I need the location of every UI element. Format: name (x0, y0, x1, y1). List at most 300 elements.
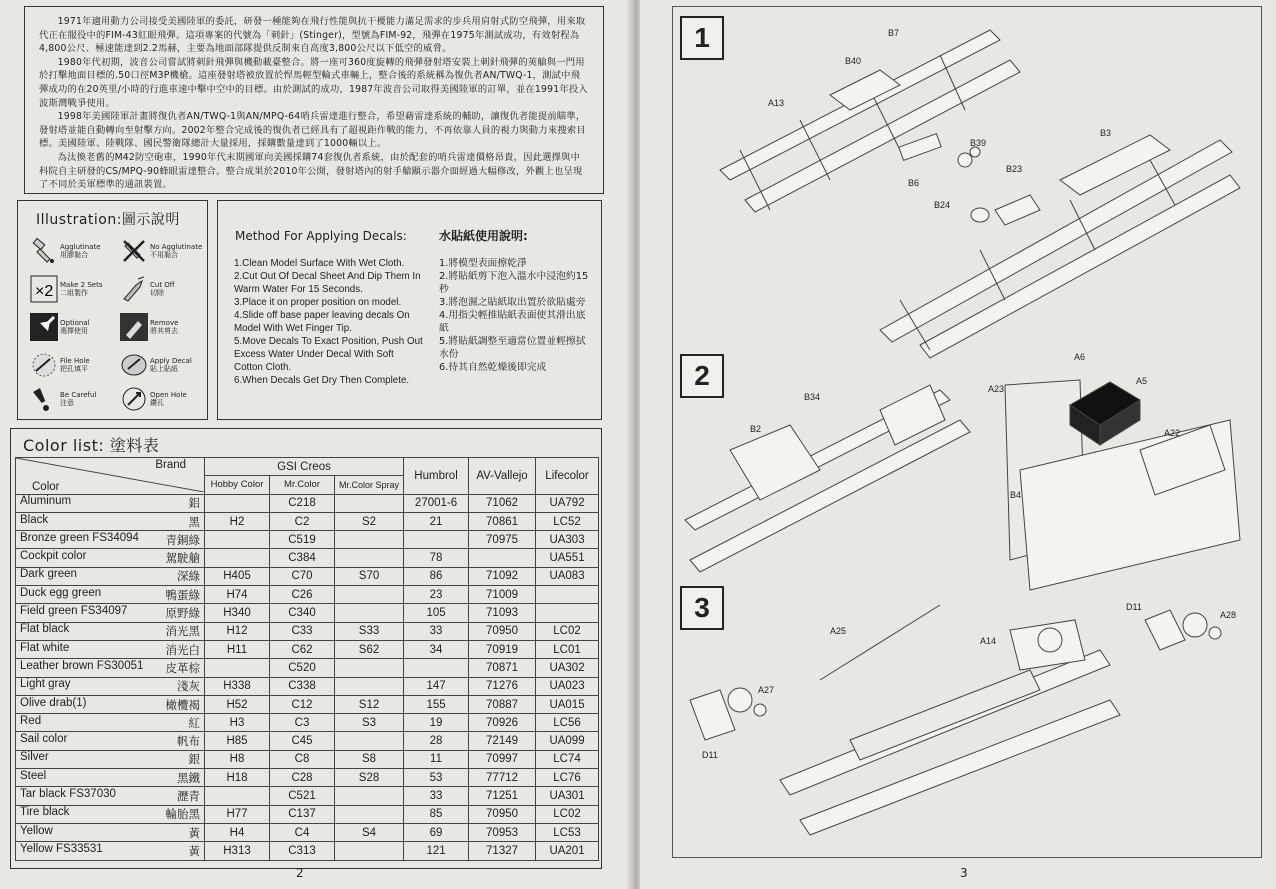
color-name-zh: 消光白 (165, 644, 200, 657)
color-code-spray: S62 (335, 640, 404, 658)
color-name-en: Flat black (20, 623, 70, 636)
color-code-spray: S4 (335, 823, 404, 841)
color-code-vallejo: 77712 (469, 769, 536, 787)
legend-label-zh: 注意 (60, 399, 74, 407)
color-name-cell (16, 677, 205, 695)
color-code-hobby: H85 (205, 732, 270, 750)
illustration-legend (17, 200, 208, 420)
color-code-lifecolor (536, 586, 599, 604)
part-label: A22 (1164, 428, 1181, 438)
color-row (16, 714, 599, 732)
color-code-spray (335, 586, 404, 604)
color-code-hobby: H2 (205, 512, 270, 530)
history-paragraph-2: 1980年代初期，波音公司嘗試將刺針飛彈與機動載臺整合。將一座可360度旋轉的飛彈發射塔安裝上刺針飛彈的莢艙與一門用於打擊地面目標的.50口徑M3P機槍。這座發射塔被放置於悍馬輕型輪式車輛上，整合後的系統稱為復仇者AN/TWQ-1，測試中飛彈成功的在20英里/小時的行進車速中擊中空中的目標。由於測試的成功，1987年波音公司取得美國陸軍的訂單，並在1991年投入波斯灣戰爭使用。 (39, 56, 588, 109)
color-code-mrcolor: C340 (270, 604, 335, 622)
color-code-hobby (205, 549, 270, 567)
color-list-title: Color list: 塗料表 (23, 436, 160, 455)
color-code-mrcolor: C28 (270, 769, 335, 787)
history-paragraph-4: 為汰換老舊的M42防空砲車，1990年代末期國軍向美國採購74套復仇者系統，由於配套的哨兵雷達價格昂貴，因此選擇與中科院自主研發的CS/MPQ-90蜂眼雷達整合。整合成果於2010年公開，發射塔內的射手艙顯示器介面經過大幅修改，外觀上也呈現了不同於美軍標準的通訊裝置。 (39, 151, 583, 191)
hobby-header: Hobby Color (205, 476, 270, 494)
color-code-humbrol: 86 (404, 567, 469, 585)
color-name-zh: 皮革棕 (165, 662, 200, 675)
color-code-humbrol: 85 (404, 805, 469, 823)
color-name-en: Yellow FS33531 (20, 842, 103, 855)
color-code-lifecolor: UA551 (536, 549, 599, 567)
color-row (16, 586, 599, 604)
decal-icon (120, 351, 148, 379)
color-name-zh: 青銅綠 (165, 534, 200, 547)
color-table (15, 457, 599, 861)
left-page (0, 0, 632, 889)
step-number-3: 3 (680, 586, 724, 630)
color-code-hobby: H340 (205, 604, 270, 622)
part-label: B7 (888, 28, 900, 38)
legend-label-en: Make 2 Sets (60, 281, 103, 289)
color-name-cell (16, 494, 205, 512)
brand-color-header (16, 458, 205, 495)
legend-label-en: Cut Off (150, 281, 175, 289)
color-row (16, 769, 599, 787)
part-label: B34 (804, 392, 821, 402)
decal-step-en: 2.Cut Out Of Decal Sheet And Dip Them In Warm Water For 15 Seconds. (234, 271, 421, 295)
decal-step-en: 3.Place it on proper position on model. (234, 297, 402, 308)
remove-icon (120, 313, 148, 341)
decal-title-zh: 水貼紙使用說明: (439, 229, 528, 243)
part-label: A5 (1136, 376, 1148, 386)
color-code-spray (335, 787, 404, 805)
history-text-box (24, 6, 604, 194)
color-name-cell (16, 732, 205, 750)
color-row (16, 677, 599, 695)
color-name-cell (16, 695, 205, 713)
color-code-spray: S3 (335, 714, 404, 732)
right-page-frame (672, 6, 1262, 858)
page-number-left: 2 (296, 866, 304, 880)
color-name-zh: 鋁 (188, 498, 200, 511)
color-code-vallejo: 72149 (469, 732, 536, 750)
legend-label-en: Agglutinate (60, 243, 101, 251)
color-code-lifecolor: UA302 (536, 659, 599, 677)
legend-no-agglutinate (116, 233, 206, 269)
color-name-en: Dark green (20, 568, 77, 581)
decal-step-zh: 1.將模型表面擦乾淨 (439, 258, 527, 269)
part-label: B39 (970, 138, 987, 148)
color-code-vallejo: 70887 (469, 695, 536, 713)
color-code-humbrol: 155 (404, 695, 469, 713)
color-name-en: Flat white (20, 641, 70, 654)
cutter-icon (120, 275, 148, 303)
color-name-cell (16, 567, 205, 585)
color-row (16, 567, 599, 585)
color-code-hobby: H3 (205, 714, 270, 732)
color-code-mrcolor: C8 (270, 750, 335, 768)
part-label: B2 (750, 424, 762, 434)
color-name-zh: 銀 (188, 754, 200, 767)
color-code-hobby: H405 (205, 567, 270, 585)
legend-label-zh: 切除 (150, 289, 164, 297)
color-name-zh: 黑 (188, 516, 200, 529)
color-name-cell (16, 769, 205, 787)
vallejo-header: AV-Vallejo (469, 458, 536, 495)
legend-cut-off (116, 271, 206, 307)
color-name-zh: 鴨蛋綠 (165, 589, 200, 602)
color-code-lifecolor: UA015 (536, 695, 599, 713)
color-code-hobby: H18 (205, 769, 270, 787)
decal-steps-zh (439, 257, 589, 374)
color-code-spray (335, 604, 404, 622)
color-name-zh: 黑鐵 (177, 772, 200, 785)
color-code-lifecolor: LC02 (536, 622, 599, 640)
legend-open-hole (116, 381, 206, 417)
color-row (16, 622, 599, 640)
color-name-en: Red (20, 714, 42, 727)
step-number-2: 2 (680, 354, 724, 398)
color-row (16, 659, 599, 677)
color-code-hobby: H74 (205, 586, 270, 604)
color-code-vallejo (469, 549, 536, 567)
color-code-hobby: H4 (205, 823, 270, 841)
decal-title-en: Method For Applying Decals: (235, 229, 407, 243)
color-code-mrcolor: C137 (270, 805, 335, 823)
color-name-en: Yellow (20, 824, 53, 837)
color-name-zh: 瀝青 (177, 790, 200, 803)
color-code-spray: S2 (335, 512, 404, 530)
color-name-en: Light gray (20, 678, 71, 691)
part-label: A28 (1220, 610, 1237, 620)
history-paragraph-1: 1971年適用動力公司接受美國陸軍的委託，研發一種能夠在飛行性能與抗干擾能力滿足需求的步兵用肩射式防空飛彈，用來取代正在服役中的FIM-43紅眼飛彈。這項專案的代號為「刺針」(Stinger)，型號為FIM-92，飛彈在1975年測試成功，有效射程為4,800公尺、極速能達到2.2馬赫，主要為地面部隊提供反制來自高度3,800公尺以下低空的威脅。 (39, 16, 586, 55)
color-code-vallejo: 71009 (469, 586, 536, 604)
color-name-en: Black (20, 513, 49, 526)
color-code-mrcolor: C338 (270, 677, 335, 695)
humbrol-header: Humbrol (404, 458, 469, 495)
color-name-en: Sail color (20, 733, 68, 746)
color-row (16, 549, 599, 567)
color-name-zh: 帆布 (177, 736, 200, 749)
color-name-cell (16, 586, 205, 604)
color-code-hobby: H52 (205, 695, 270, 713)
color-name-cell (16, 659, 205, 677)
color-name-en: Silver (20, 751, 49, 764)
legend-label-zh: 二組製作 (60, 289, 88, 297)
legend-label-en: Be Careful (60, 391, 97, 399)
legend-label-zh: 將其剪去 (150, 327, 178, 335)
decal-step-en: 4.Slide off base paper leaving decals On Model With Wet Finger Tip. (234, 310, 410, 334)
color-row (16, 531, 599, 549)
glue-tube-icon (30, 237, 58, 265)
color-code-mrcolor: C313 (270, 842, 335, 860)
color-code-vallejo: 70997 (469, 750, 536, 768)
make-two-icon (30, 275, 58, 303)
page-number-right: 3 (960, 866, 968, 880)
no-glue-icon (120, 237, 148, 265)
part-label: D11 (702, 750, 718, 760)
color-code-vallejo: 71062 (469, 494, 536, 512)
color-row (16, 494, 599, 512)
color-code-lifecolor: UA792 (536, 494, 599, 512)
svg-text:×2: ×2 (35, 283, 54, 300)
color-list-box (10, 428, 602, 869)
color-code-spray (335, 732, 404, 750)
color-code-spray: S8 (335, 750, 404, 768)
decal-step-zh: 5.將貼紙調整至適當位置並輕擦拭水份 (439, 336, 586, 360)
decal-steps-en (234, 257, 424, 387)
color-name-zh: 黃 (188, 845, 200, 858)
legend-remove (116, 309, 206, 345)
color-code-lifecolor (536, 604, 599, 622)
color-code-vallejo: 70950 (469, 622, 536, 640)
color-code-lifecolor: UA083 (536, 567, 599, 585)
color-code-humbrol: 33 (404, 622, 469, 640)
color-code-lifecolor: UA303 (536, 531, 599, 549)
color-code-lifecolor: LC52 (536, 512, 599, 530)
decal-instructions (217, 200, 602, 420)
color-code-hobby (205, 787, 270, 805)
color-name-zh: 橄欖褐 (165, 699, 200, 712)
color-name-cell (16, 842, 205, 860)
color-code-mrcolor: C70 (270, 567, 335, 585)
color-code-mrcolor: C4 (270, 823, 335, 841)
color-code-humbrol: 11 (404, 750, 469, 768)
color-name-zh: 紅 (188, 717, 200, 730)
color-name-zh: 輪胎黑 (165, 809, 200, 822)
color-code-mrcolor: C12 (270, 695, 335, 713)
legend-label-zh: 選擇使用 (60, 327, 88, 335)
color-code-vallejo: 70919 (469, 640, 536, 658)
color-code-spray (335, 494, 404, 512)
color-code-lifecolor: LC53 (536, 823, 599, 841)
part-label: D11 (1126, 602, 1142, 612)
color-name-en: Bronze green FS34094 (20, 531, 139, 544)
color-code-spray (335, 659, 404, 677)
color-code-mrcolor: C2 (270, 512, 335, 530)
color-rows (16, 494, 599, 860)
spray-header: Mr.Color Spray (335, 476, 404, 494)
color-name-en: Leather brown FS30051 (20, 659, 144, 672)
legend-label-zh: 鑽孔 (150, 399, 164, 407)
legend-optional (26, 309, 116, 345)
color-row (16, 512, 599, 530)
color-code-lifecolor: LC02 (536, 805, 599, 823)
color-code-humbrol: 147 (404, 677, 469, 695)
color-code-humbrol (404, 531, 469, 549)
color-code-hobby: H11 (205, 640, 270, 658)
color-code-spray (335, 677, 404, 695)
lifecolor-header: Lifecolor (536, 458, 599, 495)
history-paragraph-3: 1998年美國陸軍計畫將復仇者AN/TWQ-1與AN/MPQ-64哨兵雷達進行整合，希望藉雷達系統的輔助，讓復仇者能提前瞄準，發射塔並能自動轉向至射擊方向。2002年整合完成後的復仇者已經具有了超視距作戰的能力，不再依靠人員的視力與動力來搜索目標。美國陸軍、陸戰隊、國民警衛隊總計大量採用，採購數量達到了1000輛以上。 (39, 111, 586, 150)
legend-label-en: Apply Decal (150, 357, 192, 365)
color-code-humbrol: 23 (404, 586, 469, 604)
color-code-mrcolor: C62 (270, 640, 335, 658)
color-name-en: Field green FS34097 (20, 605, 128, 618)
color-code-hobby: H313 (205, 842, 270, 860)
part-label: A25 (830, 626, 847, 636)
legend-file-hole (26, 347, 116, 383)
color-code-humbrol (404, 659, 469, 677)
step-number-1: 1 (680, 16, 724, 60)
color-name-cell (16, 714, 205, 732)
color-code-hobby: H8 (205, 750, 270, 768)
color-code-humbrol: 19 (404, 714, 469, 732)
part-label: A14 (980, 636, 997, 646)
color-code-humbrol: 53 (404, 769, 469, 787)
color-name-en: Tire black (20, 806, 70, 819)
legend-label-zh: 貼上貼紙 (150, 365, 178, 373)
color-row (16, 787, 599, 805)
part-label: B3 (1100, 128, 1112, 138)
part-label: A6 (1074, 352, 1086, 362)
color-code-mrcolor: C384 (270, 549, 335, 567)
color-code-lifecolor: UA301 (536, 787, 599, 805)
color-name-cell (16, 549, 205, 567)
color-code-humbrol: 69 (404, 823, 469, 841)
color-code-hobby (205, 659, 270, 677)
color-name-cell (16, 531, 205, 549)
color-code-hobby (205, 531, 270, 549)
color-code-mrcolor: C3 (270, 714, 335, 732)
color-code-hobby (205, 494, 270, 512)
color-code-lifecolor: UA201 (536, 842, 599, 860)
file-hole-icon (30, 351, 58, 379)
decal-step-zh: 2.將貼紙剪下泡入溫水中浸泡約15秒 (439, 271, 589, 295)
color-header: Color (32, 480, 60, 493)
color-code-vallejo: 70950 (469, 805, 536, 823)
color-row (16, 640, 599, 658)
color-code-lifecolor: UA099 (536, 732, 599, 750)
color-code-mrcolor: C45 (270, 732, 335, 750)
color-name-en: Steel (20, 769, 47, 782)
color-name-cell (16, 512, 205, 530)
color-name-cell (16, 604, 205, 622)
optional-arrows-icon (30, 313, 58, 341)
color-row (16, 732, 599, 750)
color-code-humbrol: 27001-6 (404, 494, 469, 512)
decal-step-zh: 6.待其自然乾燥後即完成 (439, 362, 547, 373)
legend-label-en: File Hole (60, 357, 90, 365)
decal-step-en: 6.When Decals Get Dry Then Complete. (234, 375, 410, 386)
color-row (16, 695, 599, 713)
part-label: B4 (1010, 490, 1022, 500)
color-code-hobby: H12 (205, 622, 270, 640)
color-code-mrcolor: C521 (270, 787, 335, 805)
color-code-spray (335, 842, 404, 860)
decal-step-en: 1.Clean Model Surface With Wet Cloth. (234, 258, 405, 269)
legend-make-two-sets (26, 271, 116, 307)
color-name-en: Tar black FS37030 (20, 787, 116, 800)
drill-icon (120, 385, 148, 413)
color-code-humbrol: 28 (404, 732, 469, 750)
color-name-zh: 駕駛艙 (165, 553, 200, 566)
legend-label-zh: 不用黏合 (150, 251, 178, 259)
legend-label-en: Open Hole (150, 391, 187, 399)
color-name-zh: 消光黑 (165, 626, 200, 639)
color-name-en: Olive drab(1) (20, 696, 87, 709)
illustration-title: Illustration:圖示說明 (36, 212, 180, 228)
color-code-lifecolor: LC56 (536, 714, 599, 732)
color-code-vallejo: 70926 (469, 714, 536, 732)
color-code-vallejo: 71251 (469, 787, 536, 805)
legend-apply-decal (116, 347, 206, 383)
color-code-lifecolor: LC76 (536, 769, 599, 787)
color-name-zh: 原野綠 (165, 608, 200, 621)
decal-step-zh: 3.將泡濕之貼紙取出置於欲貼處旁 (439, 297, 586, 308)
decal-step-en: 5.Move Decals To Exact Position, Push Out Excess Water Under Decal With Soft Cotton Cloth. (234, 336, 423, 373)
mrcolor-header: Mr.Color (270, 476, 335, 494)
brand-header: Brand (155, 459, 186, 471)
color-code-vallejo: 71276 (469, 677, 536, 695)
part-label: B6 (908, 178, 920, 188)
color-name-zh: 淺灰 (177, 681, 200, 694)
color-name-cell (16, 805, 205, 823)
color-name-en: Cockpit color (20, 550, 87, 563)
color-code-humbrol: 34 (404, 640, 469, 658)
color-name-cell (16, 823, 205, 841)
legend-label-zh: 用膠黏合 (60, 251, 88, 259)
color-code-mrcolor: C519 (270, 531, 335, 549)
color-code-vallejo: 70953 (469, 823, 536, 841)
color-name-cell (16, 750, 205, 768)
color-code-hobby: H77 (205, 805, 270, 823)
part-label: B40 (845, 56, 862, 66)
decal-step-zh: 4.用指尖輕推貼紙表面使其滑出底紙 (439, 310, 586, 334)
color-row (16, 750, 599, 768)
part-label: A27 (758, 685, 775, 695)
color-code-vallejo: 70871 (469, 659, 536, 677)
color-row (16, 604, 599, 622)
color-code-vallejo: 71327 (469, 842, 536, 860)
color-code-humbrol: 21 (404, 512, 469, 530)
color-row (16, 805, 599, 823)
legend-label-zh: 把孔填平 (60, 365, 88, 373)
color-code-lifecolor: LC74 (536, 750, 599, 768)
color-code-humbrol: 105 (404, 604, 469, 622)
color-code-mrcolor: C33 (270, 622, 335, 640)
color-code-spray (335, 805, 404, 823)
color-code-mrcolor: C218 (270, 494, 335, 512)
color-name-zh: 黃 (188, 827, 200, 840)
legend-label-en: No Agglutinate (150, 243, 203, 251)
color-code-mrcolor: C520 (270, 659, 335, 677)
color-code-humbrol: 78 (404, 549, 469, 567)
color-code-vallejo: 71093 (469, 604, 536, 622)
color-name-en: Duck egg green (20, 586, 102, 599)
color-code-humbrol: 33 (404, 787, 469, 805)
legend-label-en: Remove (150, 319, 179, 327)
color-name-zh: 深綠 (177, 571, 200, 584)
legend-be-careful (26, 381, 116, 417)
legend-label-en: Optional (60, 319, 90, 327)
exclamation-icon (30, 385, 58, 413)
part-label: A23 (988, 384, 1005, 394)
color-code-vallejo: 70861 (469, 512, 536, 530)
color-code-spray (335, 549, 404, 567)
color-row (16, 823, 599, 841)
color-code-mrcolor: C26 (270, 586, 335, 604)
color-code-spray: S12 (335, 695, 404, 713)
color-name-cell (16, 622, 205, 640)
part-label: A13 (768, 98, 785, 108)
color-code-lifecolor: LC01 (536, 640, 599, 658)
color-name-cell (16, 787, 205, 805)
color-code-spray: S70 (335, 567, 404, 585)
color-code-spray: S28 (335, 769, 404, 787)
color-code-spray (335, 531, 404, 549)
color-row (16, 842, 599, 860)
color-code-vallejo: 71092 (469, 567, 536, 585)
part-label: B24 (934, 200, 951, 210)
part-label: B23 (1006, 164, 1023, 174)
color-code-vallejo: 70975 (469, 531, 536, 549)
gsi-header: GSI Creos (205, 458, 404, 476)
